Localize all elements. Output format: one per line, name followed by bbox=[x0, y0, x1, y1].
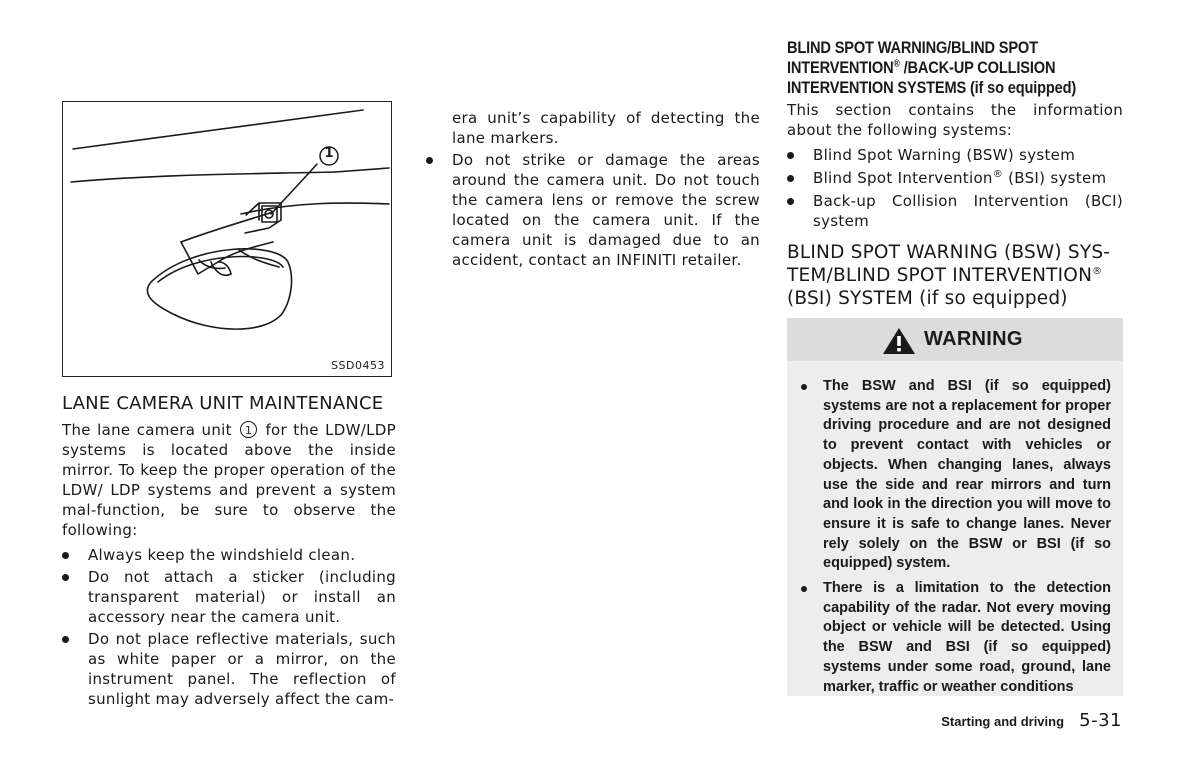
figure-code: SSD0453 bbox=[331, 359, 385, 372]
bullet-icon bbox=[801, 384, 807, 390]
page-number: 5-31 bbox=[1079, 710, 1122, 731]
heading-line-1: BLIND SPOT WARNING/BLIND SPOT bbox=[787, 38, 1038, 57]
bullet-icon bbox=[62, 636, 69, 643]
list-item bbox=[799, 579, 1111, 697]
subheading-text-a: BLIND SPOT WARNING (BSW) SYS-TEM/BLIND SPOT INTERVENTION bbox=[787, 242, 1111, 286]
right-column bbox=[787, 38, 1123, 310]
bullet-text-b: (BSI) system bbox=[1003, 169, 1107, 187]
heading-line-2 bbox=[787, 58, 1123, 78]
list-item bbox=[426, 150, 760, 270]
mirror-camera-drawing bbox=[63, 102, 390, 375]
intro-text-start: The lane camera unit bbox=[62, 421, 232, 439]
warning-header bbox=[787, 318, 1123, 361]
continuation-text: era unit’s capability of detecting the lane markers. bbox=[452, 109, 760, 147]
heading-line-3: INTERVENTION SYSTEMS (if so equipped) bbox=[787, 78, 1077, 97]
registered-mark: ® bbox=[992, 169, 1004, 180]
heading-line-2b: /BACK-UP COLLISION bbox=[899, 58, 1056, 77]
bullet-text: Blind Spot Warning (BSW) system bbox=[813, 146, 1076, 164]
bullet-text: Do not strike or damage the areas around the camera unit. Do not touch the camera lens or remove the screw located on the camera unit. If the camera unit is damaged due to an accident, contact an INFINITI retailer. bbox=[452, 151, 760, 269]
camera-illustration bbox=[62, 101, 392, 377]
callout-one-icon: 1 bbox=[240, 421, 257, 438]
list-item bbox=[787, 191, 1123, 231]
intro-text-rest: for the LDW/LDP systems is located above the inside mirror. To keep the proper operation of the LDW/ LDP systems and prevent a system mal-function, be sure to observe the following: bbox=[62, 421, 396, 539]
bsw-intro: This section contains the information about the following systems: bbox=[787, 101, 1123, 139]
page-footer bbox=[900, 710, 1122, 731]
warning-title: WARNING bbox=[924, 328, 1023, 350]
list-item bbox=[62, 545, 396, 565]
list-item bbox=[799, 377, 1111, 574]
lane-camera-heading: LANE CAMERA UNIT MAINTENANCE bbox=[62, 393, 384, 414]
warning-bullet-text: There is a limitation to the detection capability of the radar. Not every moving object or vehicle will be detected. Using the BSW and BSI (if so equipped) systems under some road, ground, lane marker, traffic or weather conditions bbox=[823, 580, 1111, 695]
middle-bullet-list bbox=[426, 150, 760, 270]
footer-section-title: Starting and driving bbox=[941, 714, 1065, 729]
systems-bullet-list bbox=[787, 145, 1123, 231]
warning-bullet-list bbox=[799, 377, 1111, 697]
bullet-icon bbox=[801, 586, 807, 592]
maintenance-bullet-list bbox=[62, 545, 396, 709]
middle-column bbox=[426, 108, 760, 270]
lane-camera-intro bbox=[62, 420, 396, 540]
bullet-icon bbox=[62, 552, 69, 559]
bullet-text: Do not attach a sticker (including transparent material) or install an accessory near the camera unit. bbox=[88, 568, 396, 626]
list-item bbox=[62, 567, 396, 627]
list-item bbox=[787, 145, 1123, 165]
figure-callout-number: 1 bbox=[324, 146, 334, 161]
list-item bbox=[62, 629, 396, 709]
bullet-text: Back-up Collision Intervention (BCI) system bbox=[813, 192, 1123, 230]
warning-content bbox=[799, 377, 1111, 697]
registered-mark: ® bbox=[1092, 265, 1103, 277]
bullet-icon bbox=[787, 198, 794, 205]
list-item bbox=[787, 168, 1123, 188]
warning-triangle-icon bbox=[882, 327, 916, 355]
registered-mark: ® bbox=[893, 58, 900, 70]
left-column bbox=[62, 393, 396, 709]
bullet-icon bbox=[787, 152, 794, 159]
warning-bullet-text: The BSW and BSI (if so equipped) systems are not a replacement for proper driving procedure and are not designed to prevent contact with vehicles or objects. When changing lanes, always use the side and rear mirrors and turn and look in the direction you will move to ensure it is safe to change lanes. Never rely solely on the BSW or BSI (if so equipped) system. bbox=[823, 378, 1111, 572]
bsw-main-heading bbox=[787, 38, 1123, 98]
bullet-icon bbox=[787, 175, 794, 182]
bullet-icon bbox=[426, 157, 433, 164]
bsw-bsi-subheading bbox=[787, 241, 1123, 310]
bullet-icon bbox=[62, 574, 69, 581]
bullet-text: Always keep the windshield clean. bbox=[88, 546, 356, 564]
subheading-text-b: (BSI) SYSTEM (if so equipped) bbox=[787, 288, 1068, 309]
bullet-text: Do not place reflective materials, such as white paper or a mirror, on the instrument panel. The reflection of sunlight may adversely affect the cam- bbox=[88, 630, 396, 708]
bullet-text-a: Blind Spot Intervention bbox=[813, 169, 993, 187]
heading-line-2a: INTERVENTION bbox=[787, 58, 894, 77]
